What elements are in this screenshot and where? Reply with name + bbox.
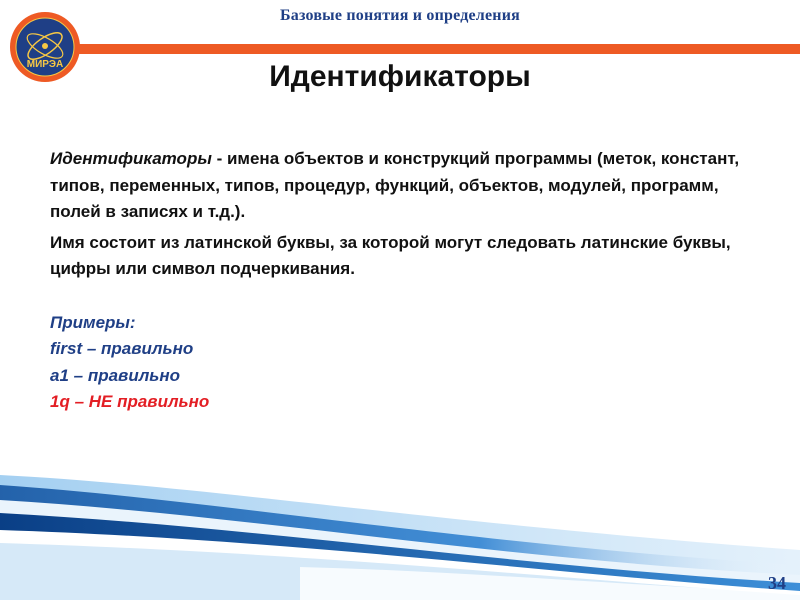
definition-term: Идентификаторы xyxy=(50,149,212,168)
logo-text: МИРЭА xyxy=(26,59,64,70)
example-item xyxy=(50,363,760,390)
example-code: a1 xyxy=(50,365,69,385)
example-verdict: – НЕ правильно xyxy=(69,392,210,411)
example-item xyxy=(50,336,760,363)
example-verdict: – правильно xyxy=(68,365,181,385)
rule-paragraph: Имя состоит из латинской буквы, за которой могут следовать латинские буквы, цифры или символ подчеркивания. xyxy=(50,232,731,278)
example-item-wrong xyxy=(50,389,760,416)
page-number: 34 xyxy=(768,573,786,593)
definition-text: - имена объектов и конструкций программы (меток, констант, типов, переменных, типов, процедур, функций, объектов, модулей, программ, полей в записях и т.д.). xyxy=(50,149,740,221)
example-code: 1q xyxy=(50,392,70,411)
decorative-waves xyxy=(0,455,800,600)
header-title: Базовые понятия и определения xyxy=(280,7,520,24)
example-verdict: – правильно xyxy=(82,339,194,358)
slide-title: Идентификаторы xyxy=(269,60,531,93)
header-divider-bar xyxy=(78,44,800,54)
definition-paragraph xyxy=(50,146,760,226)
examples-label: Примеры: xyxy=(50,312,136,332)
slide-content xyxy=(50,146,760,416)
example-code: first xyxy=(50,339,83,358)
